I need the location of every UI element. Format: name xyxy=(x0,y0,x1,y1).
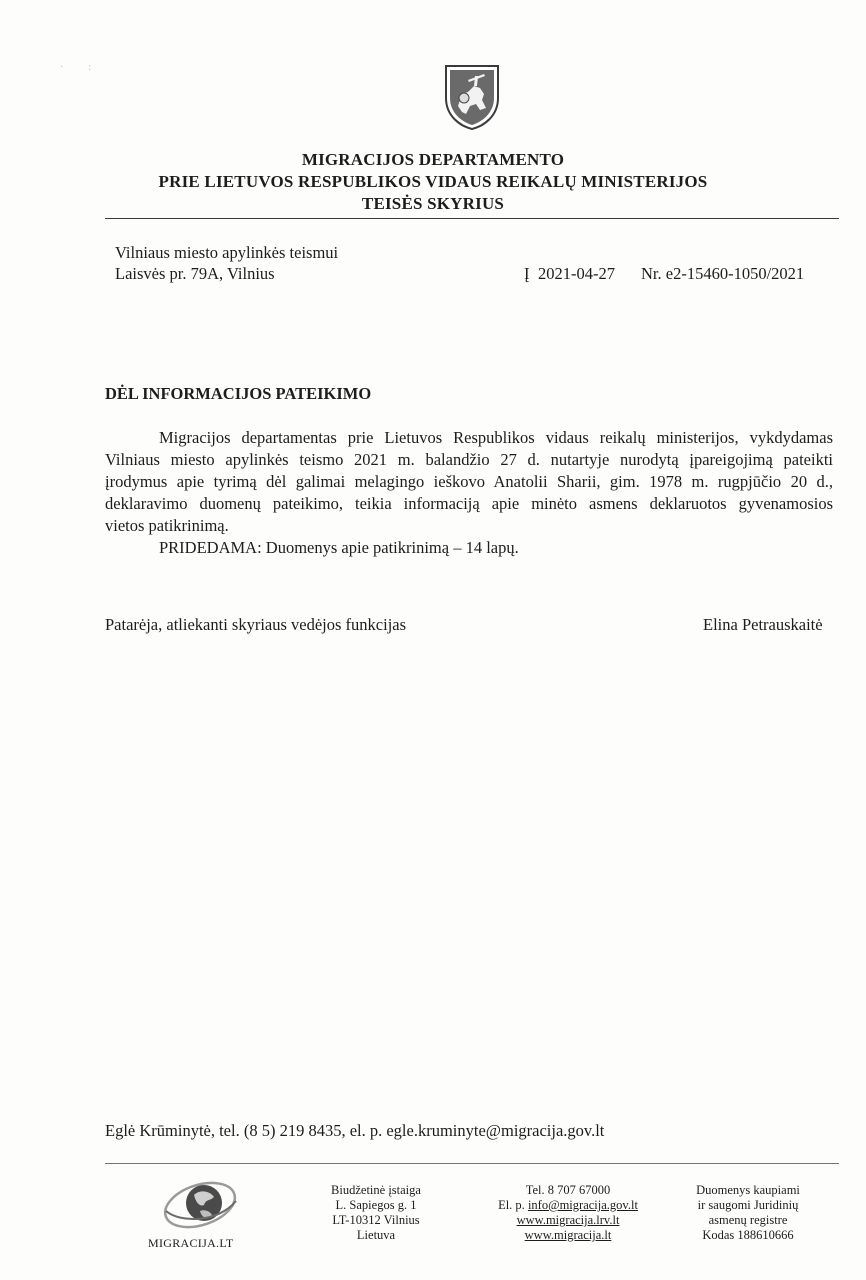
signatory-position: Patarėja, atliekanti skyriaus vedėjos funkcijas xyxy=(105,615,407,634)
footer-email-prefix: El. p. xyxy=(498,1198,525,1212)
footer-registry xyxy=(678,1183,818,1243)
body-line: įrodymus apie tyrimą dėl galimai melagingo ieškovo Anatolii Sharii, gim. 1978 m. rugpjūčio 20 d., xyxy=(105,472,833,491)
footer-registry-line: Duomenys kaupiami xyxy=(696,1183,800,1197)
header-line-3: TEISĖS SKYRIUS xyxy=(361,194,505,213)
body-paragraph xyxy=(105,427,833,559)
reference-number: Nr. e2-15460-1050/2021 xyxy=(641,264,805,283)
body-line: Vilniaus miesto apylinkės teismo 2021 m. balandžio 27 d. nutartyje nurodytą įpareigojimą pateikti xyxy=(105,450,833,469)
footer-web-link-1[interactable]: www.migracija.lrv.lt xyxy=(516,1213,620,1227)
recipient-name: Vilniaus miesto apylinkės teismui xyxy=(115,243,339,262)
footer-email-link[interactable]: info@migracija.gov.lt xyxy=(527,1198,638,1212)
globe-logo-icon xyxy=(160,1175,240,1233)
subject-heading: DĖL INFORMACIJOS PATEIKIMO xyxy=(105,384,372,403)
footer-rule xyxy=(105,1163,839,1164)
footer-registry-line: Kodas 188610666 xyxy=(702,1228,794,1242)
footer-institution xyxy=(316,1183,436,1243)
footer-contacts xyxy=(483,1183,653,1243)
recipient-address: Laisvės pr. 79A, Vilnius xyxy=(115,264,275,283)
footer-registry-line: ir saugomi Juridinių xyxy=(697,1198,799,1212)
footer-email-row xyxy=(483,1198,653,1213)
body-line: deklaravimo duomenų pateikimo, teikia informaciją apie minėto asmens deklaruotos gyvenamosios xyxy=(105,494,833,513)
header-line-1: MIGRACIJOS DEPARTAMENTO xyxy=(301,150,565,169)
footer-institution-line: L. Sapiegos g. 1 xyxy=(335,1198,417,1212)
scan-marks: · : xyxy=(60,62,92,73)
coat-of-arms-icon xyxy=(444,64,500,130)
footer-registry-line: asmenų registre xyxy=(708,1213,788,1227)
reference-mark: Į xyxy=(524,264,530,283)
logo-text: MIGRACIJA.LT xyxy=(148,1236,234,1250)
attachment-line: PRIDEDAMA: Duomenys apie patikrinimą – 14 lapų. xyxy=(159,538,519,557)
footer-web-link-2[interactable]: www.migracija.lt xyxy=(524,1228,612,1242)
contact-person: Eglė Krūminytė, tel. (8 5) 219 8435, el. p. egle.kruminyte@migracija.gov.lt xyxy=(105,1121,605,1140)
footer-tel: Tel. 8 707 67000 xyxy=(525,1183,611,1197)
signatory-name: Elina Petrauskaitė xyxy=(703,615,823,634)
reference-date: 2021-04-27 xyxy=(538,264,615,283)
footer-institution-line: Lietuva xyxy=(356,1228,396,1242)
header-line-2: PRIE LIETUVOS RESPUBLIKOS VIDAUS REIKALŲ MINISTERIJOS xyxy=(158,172,708,191)
header-rule xyxy=(105,218,839,219)
footer-institution-line: LT-10312 Vilnius xyxy=(332,1213,420,1227)
footer-institution-line: Biudžetinė įstaiga xyxy=(331,1183,421,1197)
body-line: vietos patikrinimą. xyxy=(105,516,229,535)
body-line: Migracijos departamentas prie Lietuvos Respublikos vidaus reikalų ministerijos, vykdydamas xyxy=(159,428,833,447)
